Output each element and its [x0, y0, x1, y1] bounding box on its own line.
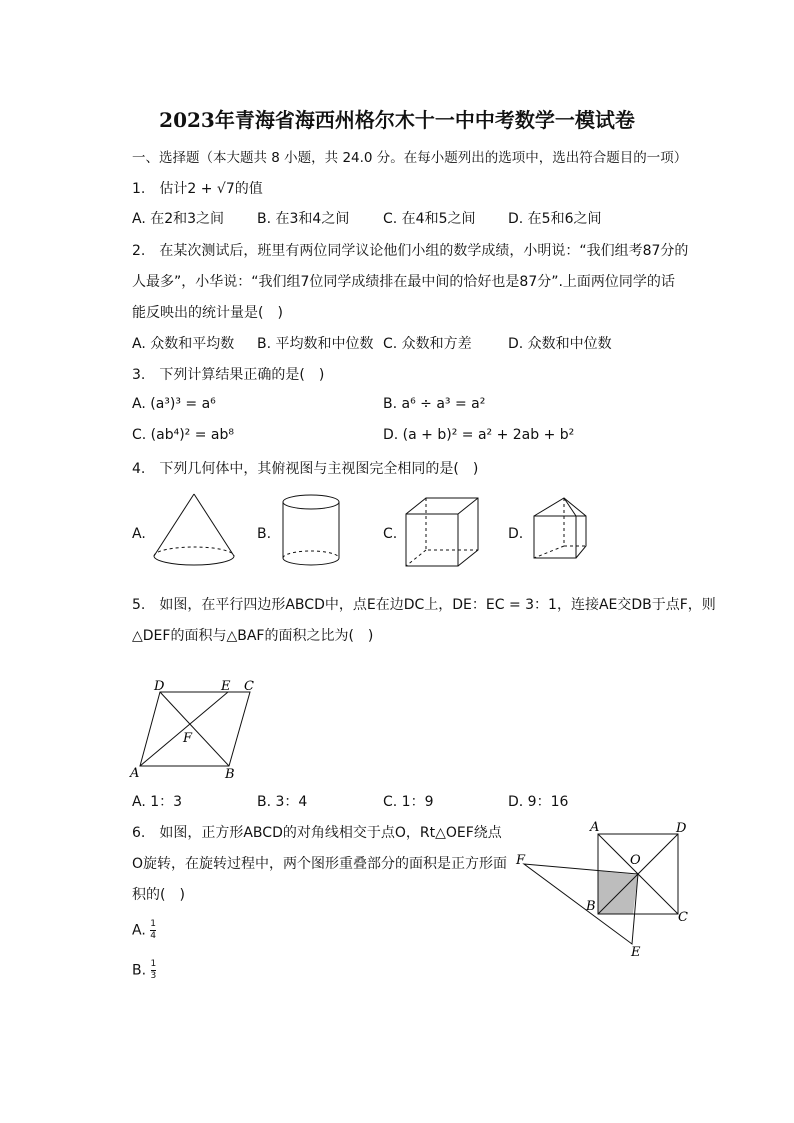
q3-stem: 3. 下列计算结果正确的是( )	[132, 367, 325, 383]
q3-option-c: C. (ab⁴)² = ab⁸	[132, 427, 234, 443]
fig6-label-o: O	[630, 853, 641, 868]
q5-line-2: △DEF的面积与△BAF的面积之比为( )	[132, 628, 374, 644]
square-rotation-figure	[512, 816, 702, 964]
q4-option-c-label: C.	[383, 526, 398, 542]
q6-option-a-den: 4	[150, 931, 156, 941]
q6-line-1: 6. 如图，正方形ABCD的对角线相交于点O，Rt△OEF绕点	[132, 825, 502, 841]
q6-option-b	[132, 960, 156, 981]
fig5-label-d: D	[154, 679, 165, 694]
q4-option-d-label: D.	[508, 526, 524, 542]
fig6-label-b: B	[586, 899, 596, 914]
q3-option-a: A. (a³)³ = a⁶	[132, 396, 216, 412]
q1-option-b: B. 在3和4之间	[257, 211, 350, 227]
fig5-label-b: B	[225, 767, 235, 782]
q5-line-1: 5. 如图，在平行四边形ABCD中，点E在边DC上，DE：EC = 3：1，连接AE交DB于点F，则	[132, 597, 716, 613]
fig6-label-d: D	[676, 821, 687, 836]
q2-option-a: A. 众数和平均数	[132, 336, 235, 352]
q2-option-d: D. 众数和中位数	[508, 336, 612, 352]
parallelogram-figure	[126, 678, 266, 784]
q4-option-a-label: A.	[132, 526, 146, 542]
q6-option-b-num: 1	[150, 959, 157, 969]
q6-option-b-den: 3	[150, 971, 157, 981]
q6-line-2: O旋转，在旋转过程中，两个图形重叠部分的面积是正方形面	[132, 856, 508, 872]
cube-figure	[402, 494, 482, 572]
q4-stem: 4. 下列几何体中，其俯视图与主视图完全相同的是( )	[132, 461, 479, 477]
fig6-label-c: C	[678, 910, 688, 925]
q2-line-1: 2. 在某次测试后，班里有两位同学议论他们小组的数学成绩，小明说：“我们组考87分的	[132, 243, 689, 259]
q6-option-a-num: 1	[150, 919, 156, 929]
fig5-label-c: C	[244, 679, 254, 694]
q5-option-a: A. 1：3	[132, 794, 183, 810]
q3-option-d: D. (a + b)² = a² + 2ab + b²	[383, 427, 575, 443]
q2-line-2: 人最多”，小华说：“我们组7位同学成绩排在最中间的恰好也是87分”.上面两位同学的话	[132, 274, 675, 290]
fig6-label-e: E	[631, 945, 641, 960]
section-heading: 一、选择题（本大题共 8 小题，共 24.0 分。在每小题列出的选项中，选出符合题目的一项）	[132, 150, 688, 166]
q6-option-a-prefix: A.	[132, 922, 146, 939]
q1-option-d: D. 在5和6之间	[508, 211, 602, 227]
q2-line-3: 能反映出的统计量是( )	[132, 305, 283, 321]
cone-figure	[148, 490, 240, 572]
q1-option-a: A. 在2和3之间	[132, 211, 225, 227]
q5-option-b: B. 3：4	[257, 794, 308, 810]
cylinder-figure	[278, 492, 344, 572]
q1-stem: 1. 估计2 + √7的值	[132, 181, 263, 197]
q6-option-b-prefix: B.	[132, 962, 147, 979]
q1-option-c: C. 在4和5之间	[383, 211, 476, 227]
triangular-prism-figure	[530, 494, 592, 564]
fig5-label-e: E	[221, 679, 231, 694]
q5-option-d: D. 9：16	[508, 794, 569, 810]
q4-option-b-label: B.	[257, 526, 272, 542]
fig5-label-f: F	[183, 731, 193, 746]
q6-option-a-fraction	[150, 920, 156, 941]
fig6-label-a: A	[590, 820, 600, 835]
page-title: 2023年青海省海西州格尔木十一中中考数学一模试卷	[159, 108, 635, 132]
q6-option-b-fraction	[151, 960, 157, 981]
q2-option-c: C. 众数和方差	[383, 336, 472, 352]
q5-option-c: C. 1：9	[383, 794, 434, 810]
fig6-label-f: F	[516, 853, 526, 868]
q6-line-3: 积的( )	[132, 887, 185, 903]
q6-option-a	[132, 920, 156, 941]
q3-option-b: B. a⁶ ÷ a³ = a²	[383, 396, 486, 412]
fig5-label-a: A	[130, 766, 140, 781]
q2-option-b: B. 平均数和中位数	[257, 336, 374, 352]
